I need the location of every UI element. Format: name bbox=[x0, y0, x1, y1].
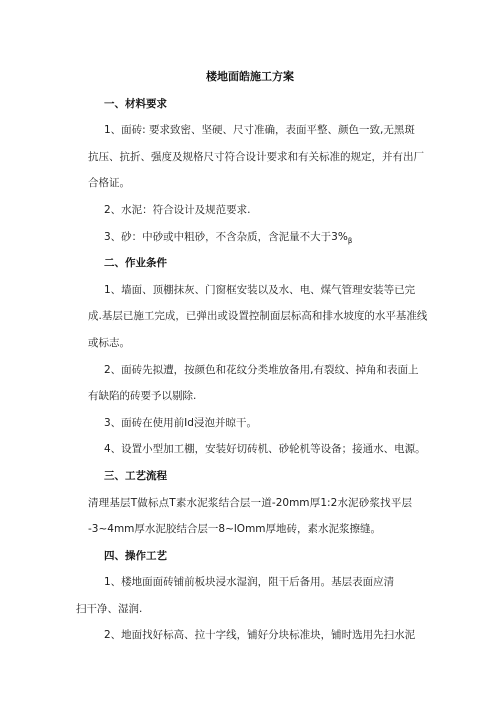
paragraph-line: 1、面砖: 要求致密、坚硬、尺寸准确，表面平整、颜色一致,无黑斑 bbox=[104, 124, 415, 137]
paragraph-line: 3、面砖在使用前Id浸泡并晾干。 bbox=[104, 416, 257, 429]
paragraph-line: 抗压、抗折、强度及规格尺寸符合设计要求和有关标准的规定，并有出厂 bbox=[88, 150, 424, 163]
paragraph-line: 4、设置小型加工棚，安装好切砖机、砂轮机等设备；接通水、电源。 bbox=[104, 443, 426, 456]
section-heading-materials: 一、材料要求 bbox=[104, 97, 167, 110]
paragraph-line: 清理基层T做标点T素水泥浆结合层一道-20mm厚1:2水泥砂浆找平层 bbox=[88, 496, 412, 509]
paragraph-text: 3、砂：中砂或中粗砂，不含杂质，含泥量不大于3% bbox=[104, 230, 348, 243]
section-heading-process-flow: 三、工艺流程 bbox=[104, 469, 167, 482]
section-heading-work-conditions: 二、作业条件 bbox=[104, 257, 167, 270]
paragraph-line: 或标志。 bbox=[88, 336, 130, 349]
paragraph-line: 2、面砖先拟遭，按颜色和花纹分类堆放备用,有裂纹、掉角和表面上 bbox=[104, 363, 419, 376]
paragraph-line: 合格证。 bbox=[88, 177, 130, 190]
subscript-mark: β bbox=[347, 236, 353, 245]
section-heading-operation: 四、操作工艺 bbox=[104, 549, 167, 562]
paragraph-line: 成.基层已施工完成，已弹出或设置控制面层标高和排水坡度的水平基准线 bbox=[88, 310, 428, 323]
document-body bbox=[76, 64, 428, 649]
paragraph-line: -3~4mm厚水泥胶结合层一8~lOmm厚地砖，素水泥浆擦缝。 bbox=[88, 523, 382, 536]
paragraph-line: 2、水泥：符合设计及规范要求. bbox=[104, 203, 251, 216]
paragraph-line: 1、楼地面面砖铺前板块浸水湿润，阻干后备用。基层表面应清 bbox=[104, 576, 395, 589]
paragraph-line: 1、墙面、顶棚抹灰、门窗框安装以及水、电、煤气管理安装等已完 bbox=[104, 283, 416, 296]
paragraph-line: 扫干净、湿润. bbox=[76, 602, 143, 615]
paragraph-line bbox=[88, 224, 412, 251]
paragraph-line: 2、地面找好标高、拉十字线，铺好分块标准块，铺时选用先扫水泥 bbox=[104, 629, 416, 642]
paragraph-line: 有缺陷的砖要予以剔除. bbox=[88, 390, 197, 403]
document-title: 楼地面皓施工方案 bbox=[206, 70, 294, 83]
